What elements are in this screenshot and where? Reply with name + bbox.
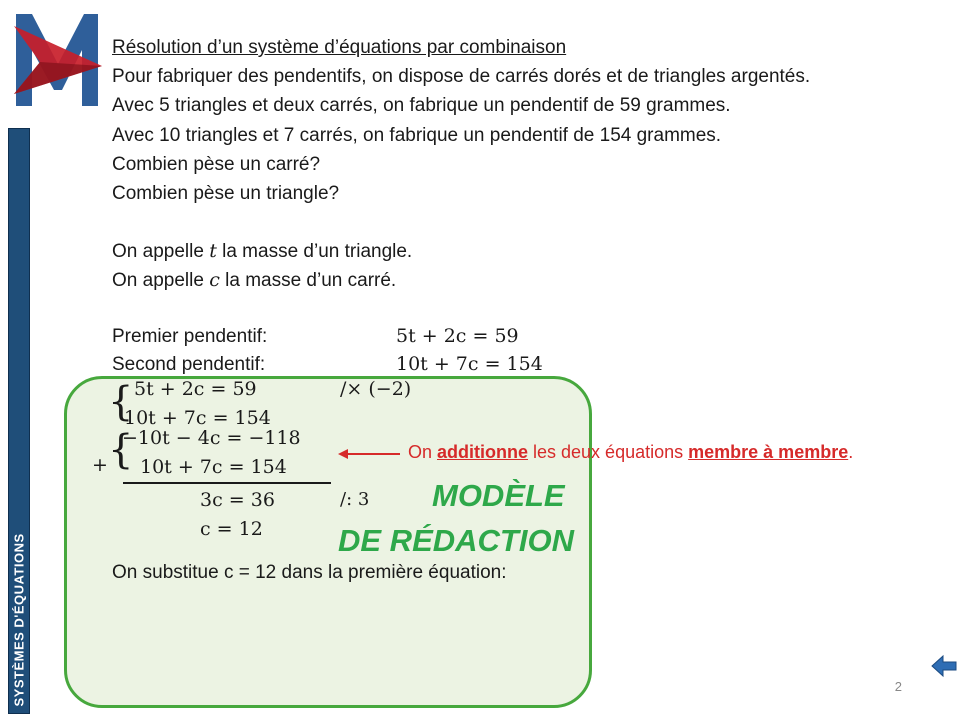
note-post: . xyxy=(848,442,854,462)
variable-t-prefix: On appelle xyxy=(112,241,210,262)
multiply-operation: /× (−2) xyxy=(340,378,412,400)
variable-t: t xyxy=(209,240,217,262)
page-title: Résolution d’un système d’équations par combinaison xyxy=(112,37,567,58)
m-logo-icon xyxy=(10,6,104,116)
variable-t-line xyxy=(112,237,412,266)
model-label-line-2: DE RÉDACTION xyxy=(338,523,574,558)
solution-equation: c = 12 xyxy=(200,518,263,540)
divide-operation: /: 3 xyxy=(340,489,370,510)
note-pre: On xyxy=(408,442,438,462)
result-equation: 3c = 36 xyxy=(200,489,275,511)
back-arrow-icon[interactable] xyxy=(930,653,958,679)
variable-c-prefix: On appelle xyxy=(112,270,210,291)
second-pendant-label: Second pendentif: xyxy=(112,354,266,375)
system-brace-2: { xyxy=(108,427,134,473)
note-bold-additionne: additionne xyxy=(437,442,529,462)
problem-line-1: Pour fabriquer des pendentifs, on dispose de carrés dorés et de triangles argentés. xyxy=(112,66,811,87)
substitution-line: On substitue c = 12 dans la première équation: xyxy=(112,562,507,583)
second-pendant-equation: 10t + 7c = 154 xyxy=(396,353,543,375)
variable-c-line xyxy=(112,266,396,295)
problem-line-3: Avec 10 triangles et 7 carrés, on fabrique un pendentif de 154 grammes. xyxy=(112,125,722,146)
variable-t-suffix: la masse d’un triangle. xyxy=(216,241,413,262)
problem-line-4: Combien pèse un carré? xyxy=(112,154,321,175)
model-label-line-1: MODÈLE xyxy=(432,478,565,513)
sidebar-label: SYSTÈMES D'ÉQUATIONS xyxy=(11,533,27,707)
sum-line xyxy=(123,482,331,484)
first-pendant-label: Premier pendentif: xyxy=(112,326,268,347)
problem-line-2: Avec 5 triangles et deux carrés, on fabrique un pendentif de 59 grammes. xyxy=(112,95,731,116)
system-eq-2: 10t + 7c = 154 xyxy=(124,407,271,429)
note-bold-membre: membre à membre xyxy=(688,442,849,462)
variable-c-suffix: la masse d’un carré. xyxy=(219,270,397,291)
system-eq-3: −10t − 4c = −118 xyxy=(122,427,301,449)
first-pendant-equation: 5t + 2c = 59 xyxy=(396,325,519,347)
arrow-left-icon xyxy=(336,446,402,462)
sidebar-bar xyxy=(8,128,30,714)
system-eq-4: 10t + 7c = 154 xyxy=(140,456,287,478)
page-number: 2 xyxy=(894,679,902,694)
variable-c: c xyxy=(209,269,220,291)
system-eq-1: 5t + 2c = 59 xyxy=(134,378,257,400)
plus-sign: + xyxy=(92,454,108,476)
problem-line-5: Combien pèse un triangle? xyxy=(112,183,340,204)
addition-note xyxy=(408,442,853,463)
note-mid: les deux équations xyxy=(528,442,689,462)
system-brace-1: { xyxy=(108,379,134,425)
